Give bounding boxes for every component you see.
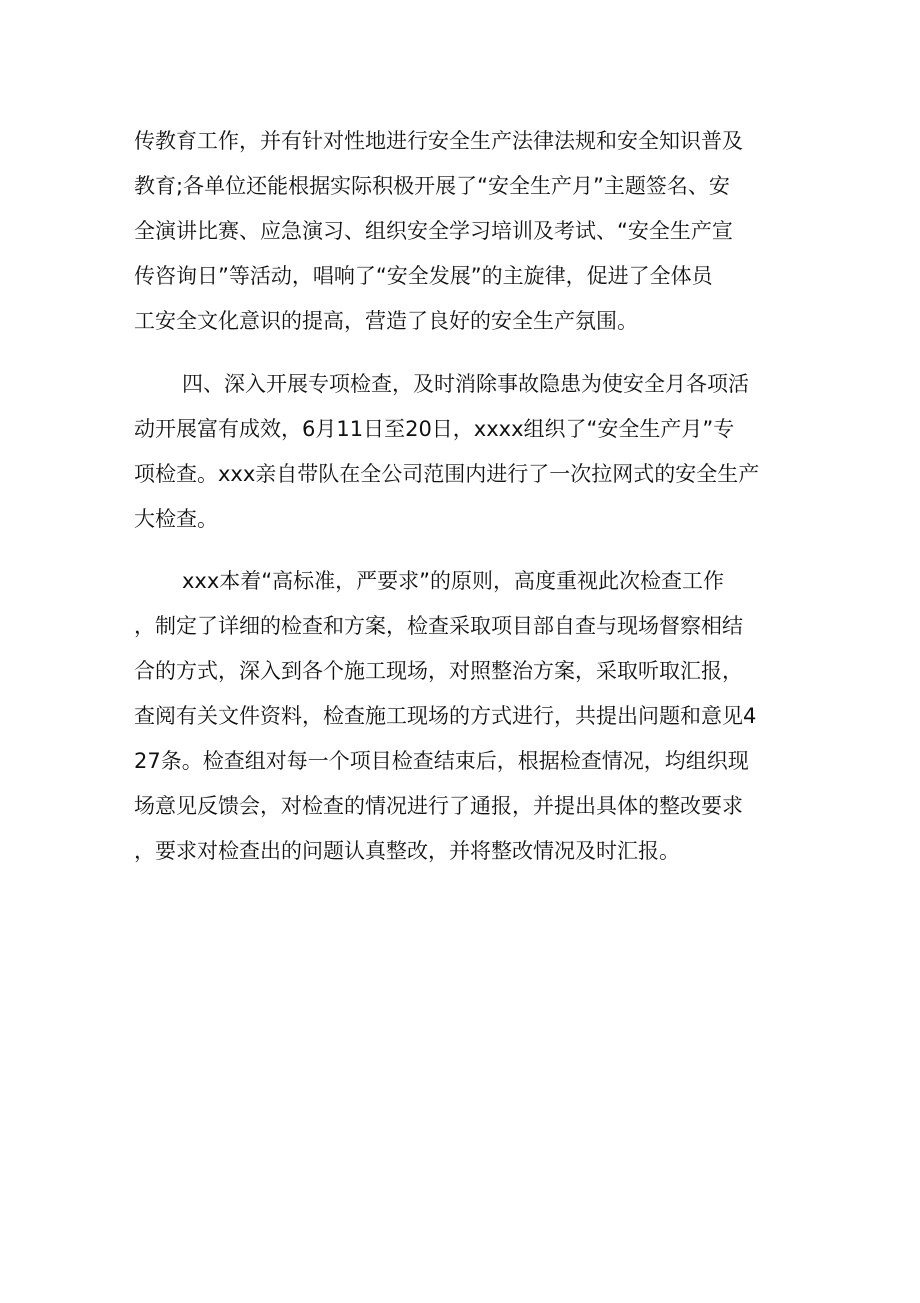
text-line: 大检查。 bbox=[134, 507, 218, 531]
text-line: ，要求对检查出的问题认真整改，并将整改情况及时汇报。 bbox=[134, 839, 680, 863]
text-line: 传咨询日”等活动，唱响了“安全发展”的主旋律，促进了全体员 bbox=[134, 264, 713, 288]
text-line: xxx本着“高标准，严要求”的原则，高度重视此次检查工作 bbox=[182, 569, 725, 593]
text-line: 教育;各单位还能根据实际积极开展了“安全生产月”主题签名、安 bbox=[134, 174, 730, 198]
text-line: 全演讲比赛、应急演习、组织安全学习培训及考试、“安全生产宣 bbox=[134, 219, 733, 243]
text-line: 四、深入开展专项检查，及时消除事故隐患为使安全月各项活 bbox=[182, 372, 749, 396]
text-line: 场意见反馈会，对检查的情况进行了通报，并提出具体的整改要求 bbox=[134, 794, 743, 818]
text-line: 项检查。xxx亲自带队在全公司范围内进行了一次拉网式的安全生产 bbox=[134, 462, 760, 486]
text-line: 合的方式，深入到各个施工现场，对照整治方案，采取听取汇报， bbox=[134, 659, 743, 683]
text-line: 27条。检查组对每一个项目检查结束后，根据检查情况，均组织现 bbox=[134, 749, 749, 773]
text-line: 工安全文化意识的提高，营造了良好的安全生产氛围。 bbox=[134, 309, 638, 333]
text-line: 查阅有关文件资料，检查施工现场的方式进行，共提出问题和意见4 bbox=[134, 704, 757, 728]
text-line: ，制定了详细的检查和方案，检查采取项目部自查与现场督察相结 bbox=[134, 614, 743, 638]
text-line: 动开展富有成效，6月11日至20日，xxxx组织了“安全生产月”专 bbox=[134, 417, 735, 441]
text-line: 传教育工作，并有针对性地进行安全生产法律法规和安全知识普及 bbox=[134, 129, 743, 153]
